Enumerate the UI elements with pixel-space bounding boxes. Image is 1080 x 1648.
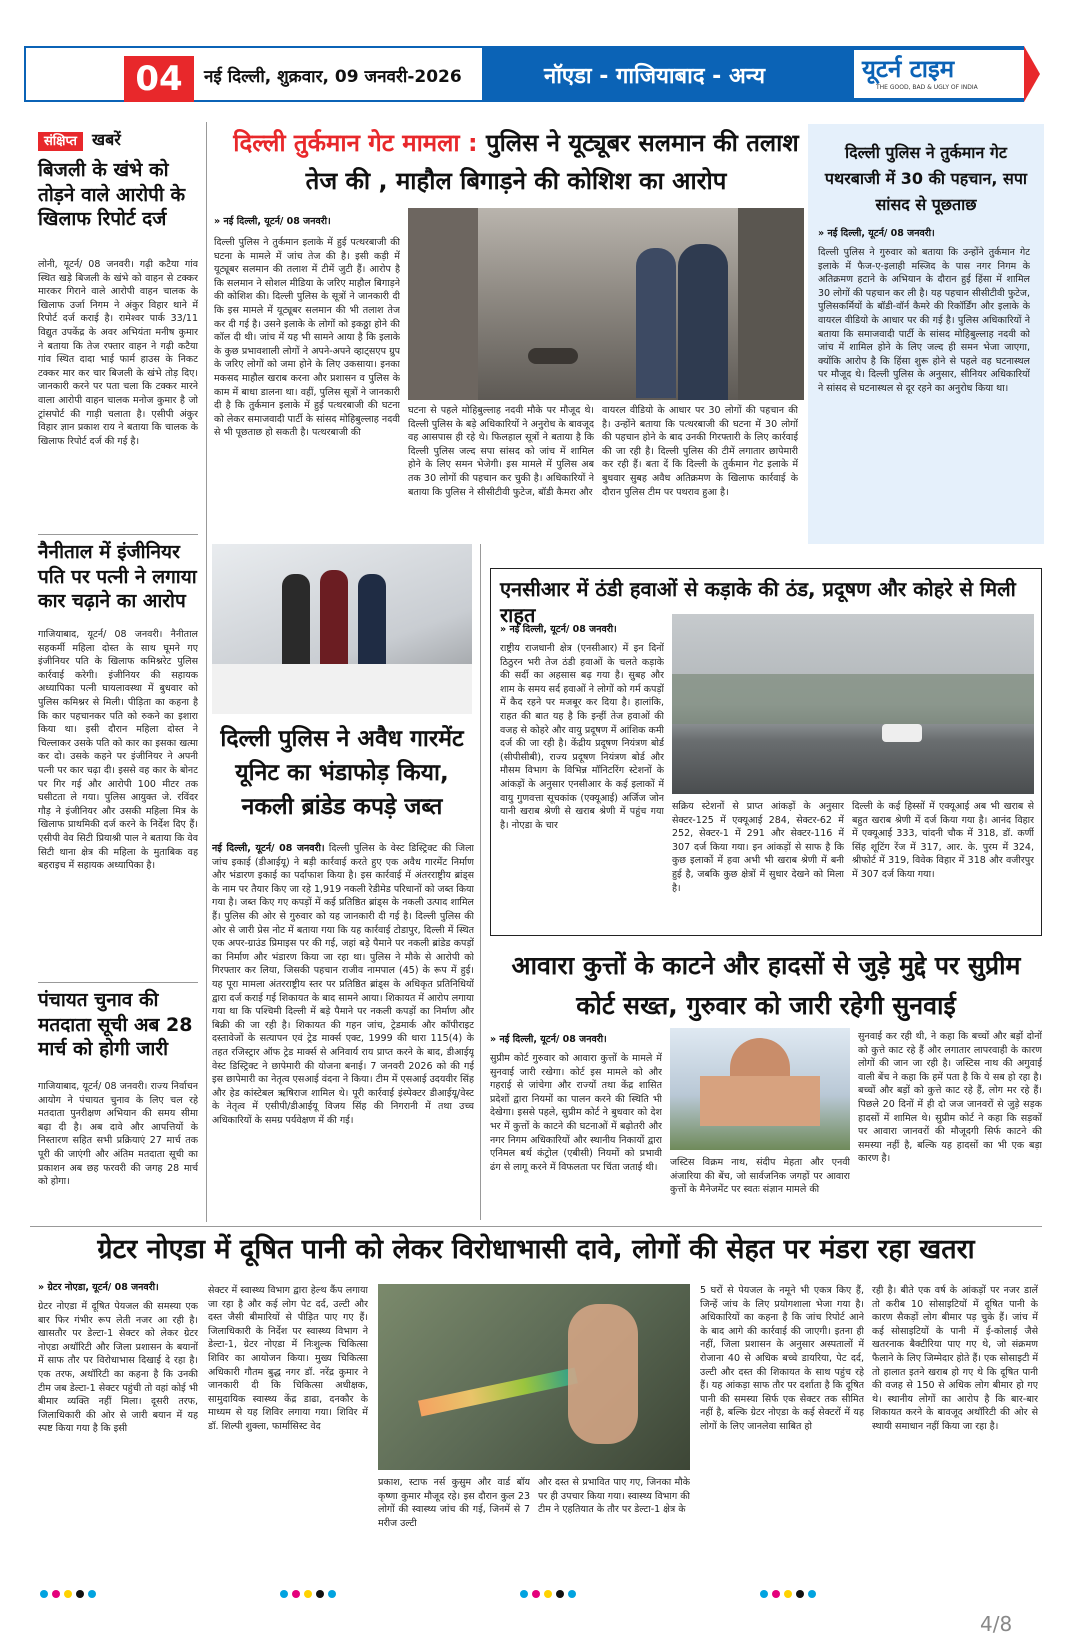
masthead-arrow-icon — [1024, 46, 1040, 102]
lead-photo — [408, 208, 804, 400]
side-byline: » नई दिल्ली, यूटर्न/ 08 जनवरी। — [818, 228, 935, 239]
water-col-5: 5 घरों से पेयजल के नमूने भी एकत्र किए हैं, जिन्हें जांच के लिए प्रयोगशाला भेजा गया है। अधिकारियों का कहना है कि जांच रिपोर्ट आने के बाद आगे की कार्रवाई की जाएगी। इतना ही नहीं, जिला प्रशासन के अनुसार अस्पतालों में रोजाना 40 से अधिक बच्चे डायरिया, पेट दर्द, उल्टी और दस्त की शिकायत के साथ पहुंच रहे हैं। यह आंकड़ा साफ तौर पर दर्शाता है कि दूषित पानी की समस्या सिर्फ एक सेक्टर तक सीमित नहीं है, बल्कि ग्रेटर नोएडा के कई सेक्टरों में यह लोगों के लिए जानलेवा साबित हो — [700, 1285, 864, 1432]
brief-3-body: गाजियाबाद, यूटर्न/ 08 जनवरी। राज्य निर्वाचन आयोग ने पंचायत चुनाव के लिए चल रहे मतदाता पुनरीक्षण अभियान की समय सीमा बढ़ा दी है। अब दावे और आपत्तियों के निस्तारण सहित सभी प्रक्रियाएं 27 मार्च तक पूरी की जाएंगी और अंतिम मतदाता सूची का प्रकाशन अब छह फरवरी की जगह 28 मार्च को होगा। — [38, 1081, 198, 1188]
dogs-byline-text: नई दिल्ली, यूटर्न/ 08 जनवरी। — [499, 1034, 607, 1045]
color-registration-marks — [40, 1590, 96, 1604]
water-col-4: और दस्त से प्रभावित पाए गए, जिनका मौके पर ही उपचार किया गया। स्वास्थ्य विभाग की टीम ने एहतियात के तौर पर डेल्टा-1 क्षेत्र के — [538, 1477, 690, 1516]
side-headline: दिल्ली पुलिस ने तुर्कमान गेट पथरबाजी में 30 की पहचान, सपा सांसद से पूछताछ — [824, 143, 1028, 214]
brief-label-a: संक्षिप्त — [38, 132, 83, 151]
lead-byline-text: नई दिल्ली, यूटर्न/ 08 जनवरी। — [223, 216, 331, 227]
issue-date: नई दिल्ली, शुक्रवार, 09 जनवरी-2026 — [204, 67, 462, 87]
water-col-6: रही है। बीते एक वर्ष के आंकड़ों पर नजर डालें तो करीब 10 सोसाइटियों में दूषित पानी के कारण सैकड़ों लोग बीमार पड़ चुके हैं। जांच में कई सोसाइटियों के पानी में ई-कोलाई जैसे खतरनाक बैक्टीरिया पाए गए थे, जो संक्रमण फैलाने के लिए जिम्मेदार होते हैं। एक सोसाइटी में तो हालात इतने खराब हो गए थे कि दूषित पानी की वजह से 150 से अधिक लोग बीमार हो गए थे। स्थानीय लोगों का आरोप है कि बार-बार शिकायत करने के बावजूद अथॉरिटी की ओर से स्थायी समाधान नहीं किया जा रहा है। — [872, 1285, 1038, 1432]
lead-headline-kicker: दिल्ली तुर्कमान गेट मामला : — [233, 129, 478, 157]
garment-body — [212, 842, 474, 1220]
lead-byline: » नई दिल्ली, यूटर्न/ 08 जनवरी। — [214, 216, 331, 227]
side-byline-text: नई दिल्ली, यूटर्न/ 08 जनवरी। — [827, 228, 935, 239]
dogs-photo — [670, 1028, 850, 1150]
ncr-col-1: राष्ट्रीय राजधानी क्षेत्र (एनसीआर) में इन दिनों ठिठुरन भरी तेज ठंडी हवाओं के चलते कड़ाके की सर्दी का अहसास बढ़ गया है। सुबह और शाम के समय सर्द हवाओं ने लोगों को गर्म कपड़ों में कैद रहने पर मजबूर कर दिया है। हालांकि, राहत की बात यह है कि इन्हीं तेज हवाओं की वजह से कोहरे और वायु प्रदूषण में आंशिक कमी दर्ज की जा रही है। केंद्रीय प्रदूषण नियंत्रण बोर्ड (सीपीसीबी), राज्य प्रदूषण नियंत्रण बोर्ड और मौसम विभाग के विभिन्न मॉनिटरिंग स्टेशनों के आंकड़ों के अनुसार एनसीआर के कई इलाकों में वायु गुणवत्ता सूचकांक (एक्यूआई) अर्जिज जोन यानी खराब श्रेणी से खराब श्रेणी में पहुंच गया है। नोएडा के चार — [500, 643, 664, 831]
lead-col-2: घटना से पहले मोहिबुल्लाह नदवी मौके पर मौजूद थे। दिल्ली पुलिस के बड़े अधिकारियों ने अनुरोध के बावजूद वह आसपास ही रहे थे। फिलहाल सूत्रों ने बताया है कि दिल्ली पुलिस जल्द सपा सांसद को जांच में शामिल होने के लिए समन भेजेगी। इस मामले में पुलिस अब तक 30 लोगों की पहचान कर चुकी है। अधिकारियों ने बताया कि पुलिस ने सीसीटीवी फुटेज, बॉडी कैमरा और — [408, 405, 594, 498]
dogs-headline: आवारा कुत्तों के काटने और हादसों से जुड़े मुद्दे पर सुप्रीम कोर्ट सख्त, गुरुवार को जारी रहेगी सुनवाई — [511, 951, 1021, 1020]
lead-headline — [216, 124, 816, 200]
column-rule — [206, 122, 207, 1222]
brief-2-headline: नैनीताल में इंजीनियर पति पर पत्नी ने लगाया कार चढ़ाने का आरोप — [38, 541, 197, 613]
page-indicator: 4/8 — [980, 1612, 1013, 1636]
dogs-col-3: सुनवाई कर रही थी, ने कहा कि बच्चों और बड़ों दोनों को कुत्ते काट रहे हैं और लगातार लापरवाही के कारण लोगों की जान जा रही है। जस्टिस नाथ की अगुवाई वाली बेंच ने कहा कि हमें पता है कि ये सब हो रहा है। बच्चों और बड़ों को कुत्ते काट रहे हैं, लोग मर रहे हैं। पिछले 20 दिनों में ही दो जज जानवरों से जुड़े सड़क हादसों में शामिल थे। सुप्रीम कोर्ट ने कहा कि सड़कों पर आवारा जानवरों की मौजूदगी सिर्फ काटने की समस्या नहीं है, बल्कि यह हादसों का भी एक बड़ा कारण है। — [858, 1031, 1042, 1165]
brief-2-body: गाजियाबाद, यूटर्न/ 08 जनवरी। नैनीताल सहकर्मी महिला दोस्त के साथ घूमने गए इंजीनियर पति के खिलाफ कमिश्नरेट पुलिस कार्रवाई करेगी। इंजीनियर की सहायक अध्यापिका पत्नी घायलावस्था में बुधवार को पुलिस कमिश्नर से मिली। पीड़िता का कहना है कि कार पहचानकर पति को रुकने का इशारा किया था। इसी दौरान महिला दोस्त ने चिल्लाकर उसके पति को कार का इसका खत्मा कर दो। उसके कहने पर इंजीनियर ने अपनी पत्नी पर कार चढ़ा दी। इससे वह कार के बोनट पर गिर गई और आरोपी 100 मीटर तक घसीटता ले गया। पुलिस आयुक्त जे. रविंदर गौड़ ने इंजीनियर और उसकी महिला मित्र के खिलाफ प्राथमिकी दर्ज करने के निर्देश दिए हैं। एसीपी वेव सिटी प्रियाश्री पाल ने बताया कि वेव सिटी थाना क्षेत्र की महिला के मुताबिक वह बहराइच में सहायक अध्यापिका है। — [38, 629, 198, 872]
lead-col-3: वायरल वीडियो के आधार पर 30 लोगों की पहचान की है। उन्होंने बताया कि पत्थरबाजी की घटना में 30 लोगों की पहचान होने के बाद उनकी गिरफ्तारी के लिए कार्रवाई की जा रही है। दिल्ली पुलिस की टीमें लगातार छापेमारी कर रही हैं। बता दें कि दिल्ली के तुर्कमान गेट इलाके में बुधवार सुबह अवैध अतिक्रमण के खिलाफ कार्रवाई के दौरान पुलिस टीम पर पथराव हुआ है। — [602, 405, 798, 498]
page-number: 04 — [124, 56, 194, 102]
garment-byline: नई दिल्ली, यूटर्न/ 08 जनवरी। — [212, 843, 325, 854]
ncr-photo — [672, 614, 1034, 794]
garment-photo — [212, 544, 472, 714]
water-byline-text: ग्रेटर नोएडा, यूटर्न/ 08 जनवरी। — [47, 1282, 159, 1293]
divider — [38, 534, 198, 535]
color-registration-marks — [520, 1590, 576, 1604]
brief-label — [38, 128, 121, 150]
color-registration-marks — [280, 1590, 336, 1604]
divider — [38, 982, 198, 983]
dogs-col-2: जस्टिस विक्रम नाथ, संदीप मेहता और एनवी अंजारिया की बेंच, जो सार्वजनिक जगहों पर आवारा कुत्तों के मैनेजमेंट पर स्वतः संज्ञान मामले की — [670, 1157, 850, 1196]
color-registration-marks — [760, 1590, 816, 1604]
garment-headline: दिल्ली पुलिस ने अवैध गारमेंट यूनिट का भंडाफोड़ किया, नकली ब्रांडेड कपड़े जब्त — [220, 726, 464, 820]
divider — [30, 1226, 1042, 1227]
section-title: नॉएडा - गाजियाबाद - अन्य — [544, 64, 766, 89]
ncr-col-2: सक्रिय स्टेशनों से प्राप्त आंकड़ों के अनुसार सेक्टर-125 में एक्यूआई 284, सेक्टर-62 में 252, सेक्टर-1 में 291 और सेक्टर-116 में 307 दर्ज किया गया। इन आंकड़ों से साफ है कि कुछ इलाकों में हवा अभी भी खराब श्रेणी में बनी हुई है, जबकि कुछ क्षेत्रों में सुधार देखने को मिला है। — [672, 801, 844, 894]
water-col-3: प्रकाश, स्टाफ नर्स कुसुम और वार्ड बॉय कृष्णा कुमार मौजूद रहे। इस दौरान कुल 23 लोगों की स्वास्थ्य जांच की गई, जिनमें से 7 मरीज उल्टी — [378, 1477, 530, 1529]
logo-text: यूटर्न टाइम — [862, 55, 955, 83]
masthead — [24, 46, 1040, 102]
ncr-byline: » नई दिल्ली, यूटर्न/ 08 जनवरी। — [500, 624, 617, 635]
dogs-byline: » नई दिल्ली, यूटर्न/ 08 जनवरी। — [490, 1034, 607, 1045]
brief-1-body: लोनी, यूटर्न/ 08 जनवरी। गढ़ी कटैया गांव स्थित खड़े बिजली के खंभे को वाहन से टक्कर मारकर गिराने वाले आरोपी वाहन चालक के खिलाफ उर्जा निगम ने अंकुर विहार थाने में रिपोर्ट दर्ज कराई है। रामेश्वर पार्क 33/11 विद्युत उपकेंद्र के अवर अभियंता मनीष कुमार ने बताया कि तेज रफ्तार वाहन ने गढ़ी कटैया गांव स्थित दादा भाई फार्म हाउस के निकट टक्कर मार कर चार बिजली के खंभे तोड़ दिए। जानकारी करने पर पता चला कि टक्कर मारने वाला आरोपी वाहन चालक मनोज कुमार है जो ट्रांसपोर्ट की गाड़ी चलाता है। एसीपी अंकुर विहार ज्ञान प्रकाश राय ने बताया कि चालक के खिलाफ रिपोर्ट दर्ज की गई है। — [38, 259, 198, 447]
lead-headline-main: पुलिस ने यूट्यूबर सलमान की तलाश तेज की , माहौल बिगाड़ने की कोशिश का आरोप — [305, 129, 799, 195]
ncr-byline-text: नई दिल्ली, यूटर्न/ 08 जनवरी। — [509, 624, 617, 635]
water-headline: ग्रेटर नोएडा में दूषित पानी को लेकर विरोधाभासी दावे, लोगों की सेहत पर मंडरा रहा खतरा — [97, 1234, 975, 1265]
lead-col-1: दिल्ली पुलिस ने तुर्कमान इलाके में हुई पत्थरबाजी की घटना के मामले में जांच तेज की है। इसी कड़ी में यूट्यूबर सलमान की तलाश में टीमें जुटी हैं। आरोप है कि सलमान ने सोशल मीडिया के जरिए माहौल बिगाड़ने की कोशिश की। दिल्ली पुलिस के सूत्रों ने जानकारी दी कि इस मामले में यूट्यूबर सलमान की भी तलाश तेज कर दी गई है। उसने इलाके के लोगों को इकठ्ठा होने की कॉल दी थी। जांच में यह भी सामने आया है कि इलाके के कुछ प्रभावशाली लोगों ने अपने-अपने व्हाट्सएप ग्रुप के जरिए लोगों को जमा होने के लिए उकसाया। इनका मकसद माहौल खराब करना और प्रशासन व पुलिस के काम में बाधा डालना था। वहीं, पुलिस सूत्रों ने जानकारी दी है कि तुर्कमान इलाके में हुई पत्थरबाजी की घटना को लेकर समाजवादी पार्टी के सांसद मोहिबुल्लाह नदवी से भी पूछताछ हो सकती है। पत्थरबाजी की — [214, 237, 400, 439]
brief-3-headline: पंचायत चुनाव की मतदाता सूची अब 28 मार्च को होगी जारी — [38, 989, 193, 1061]
newspaper-logo — [854, 50, 1024, 98]
dogs-col-1: सुप्रीम कोर्ट गुरुवार को आवारा कुत्तों के मामले में सुनवाई जारी रखेगा। कोर्ट इस मामले को और गहराई से जांचेगा और राज्यों तथा केंद्र शासित प्रदेशों द्वारा नियमों का पालन करने की स्थिति भी देखेगा। इससे पहले, सुप्रीम कोर्ट ने बुधवार को देश भर में कुत्तों के काटने की घटनाओं में बढ़ोतरी और नगर निगम अधिकारियों और स्थानीय निकायों द्वारा एनिमल बर्थ कंट्रोल (एबीसी) नियमों को प्रभावी ढंग से लागू करने में विफलता पर चिंता जताई थी। — [490, 1053, 662, 1173]
side-body: दिल्ली पुलिस ने गुरुवार को बताया कि उन्होंने तुर्कमान गेट इलाके में फैज-ए-इलाही मस्जिद के पास नगर निगम के अतिक्रमण हटाने के अभियान के दौरान हुई हिंसा में शामिल 30 लोगों की पहचान कर ली है। यह पहचान सीसीटीवी फुटेज, पुलिसकर्मियों के बॉडी-वॉर्न कैमरे की रिकॉर्डिंग और इलाके के वायरल वीडियो के आधार पर की गई है। पुलिस अधिकारियों ने बताया कि समाजवादी पार्टी के सांसद मोहिबुल्लाह नदवी को जांच में शामिल होने के लिए जल्द ही समन भेजा जाएगा, क्योंकि आरोप है कि हिंसा शुरू होने से पहले वह घटनास्थल पर मौजूद थे। दिल्ली पुलिस के अनुसार, सीनियर अधिकारियों ने सांसद से घटनास्थल से दूर रहने का अनुरोध किया था। — [818, 247, 1030, 394]
water-col-1: ग्रेटर नोएडा में दूषित पेयजल की समस्या एक बार फिर गंभीर रूप लेती नजर आ रही है। खासतौर पर डेल्टा-1 सेक्टर को लेकर ग्रेटर नोएडा अथॉरिटी और जिला प्रशासन के बयानों में साफ तौर पर विरोधाभास दिखाई दे रहा है। एक तरफ, अथॉरिटी का कहना है कि उनकी टीम जब डेल्टा-1 सेक्टर पहुंची तो वहां कोई भी बीमार व्यक्ति नहीं मिला। दूसरी तरफ, जिलाधिकारी की ओर से जारी बयान में यह स्पष्ट किया गया है कि इसी — [38, 1301, 198, 1435]
ncr-col-3: दिल्ली के कई हिस्सों में एक्यूआई अब भी खराब से बहुत खराब श्रेणी में दर्ज किया गया है। आनंद विहार में एक्यूआई 333, चांदनी चौक में 318, डॉ. कर्णी सिंह शूटिंग रेंज में 317, आर. के. पुरम में 324, श्रीफोर्ट में 319, विवेक विहार में 318 और वजीरपुर में 307 दर्ज किया गया। — [852, 801, 1034, 880]
brief-1-headline: बिजली के खंभे को तोड़ने वाले आरोपी के खिलाफ रिपोर्ट दर्ज — [38, 159, 186, 231]
logo-tagline: THE GOOD, BAD & UGLY OF INDIA — [876, 84, 978, 91]
brief-label-b: खबरें — [91, 130, 121, 149]
water-col-2: सेक्टर में स्वास्थ्य विभाग द्वारा हेल्थ कैंप लगाया जा रहा है और कई लोग पेट दर्द, उल्टी और दस्त जैसी बीमारियों से पीड़ित पाए गए हैं। जिलाधिकारी के निर्देश पर स्वास्थ्य विभाग ने डेल्टा-1, ग्रेटर नोएडा में निःशुल्क चिकित्सा शिविर का आयोजन किया। मुख्य चिकित्सा अधिकारी गौतम बुद्ध नगर डॉ. नरेंद्र कुमार ने जानकारी दी कि चिकित्सा अधीक्षक, सामुदायिक स्वास्थ्य केंद्र डाढा, दनकौर के माध्यम से यह शिविर लगाया गया। शिविर में डॉ. शिल्पी शुक्ला, फार्मासिस्ट वेद — [208, 1285, 368, 1432]
garment-body-text: दिल्ली पुलिस के वेस्ट डिस्ट्रिक्ट की जिला जांच इकाई (डीआईयू) ने बड़ी कार्रवाई करते हुए एक अवैध गारमेंट निर्माण और भंडारण इकाई का पर्दाफाश किया है। इस कार्रवाई में अंतरराष्ट्रीय ब्रांड्स के नाम पर तैयार किए जा रहे 1,919 नकली रेडीमेड परिधानों को जब्त किया गया है। जब्त किए गए कपड़ों में कई प्रतिष्ठित ब्रांड्स के नकली उत्पाद शामिल हैं। पुलिस की ओर से गुरुवार को यह जानकारी दी गई है। दिल्ली पुलिस की ओर से जारी प्रेस नोट में बताया गया कि यह कार्रवाई टोडापुर, दिल्ली में स्थित एक अपर-ग्राउंड प्रिमाइस पर की गई, जहां बड़े पैमाने पर नकली ब्रांडेड कपड़ों का निर्माण और भंडारण किया जा रहा था। पुलिस ने मौके से आरोपी को गिरफ्तार कर लिया, जिसकी पहचान राजीव नामपाल (45) के रूप में हुई। यह पूरा मामला अंतरराष्ट्रीय स्तर पर प्रतिष्ठित ब्रांड्स के अधिकृत प्रतिनिधियों द्वारा दर्ज कराई गई शिकायत के बाद सामने आया। शिकायत में आरोप लगाया गया था कि पश्चिमी दिल्ली में बड़े पैमाने पर नकली कपड़ों का निर्माण और बिक्री की जा रही है। शिकायत की गहन जांच, ट्रेडमार्क और कॉपीराइट दस्तावेजों के सत्यापन एवं ट्रेड मार्क्स एक्ट, 1999 की धारा 115(4) के तहत रजिस्ट्रार ऑफ ट्रेड मार्क्स से अनिवार्य राय प्राप्त करने के बाद, डीआईयू वेस्ट डिस्ट्रिक्ट ने छापेमारी की योजना बनाई। 7 जनवरी 2026 को की गई इस छापेमारी का नेतृत्व एसआई वंदना ने किया। टीम में एसआई उदयवीर सिंह और हेड कांस्टेबल ऋषिराज शामिल थे। पूरी कार्रवाई इंस्पेक्टर डीआईयू/वेस्ट के नेतृत्व में एसीपी/डीआईयू विजय सिंह की निगरानी में तथा उच्च अधिकारियों के समग्र पर्यवेक्षण में की गई। — [212, 843, 474, 1126]
ncr-headline: एनसीआर में ठंडी हवाओं से कड़ाके की ठंड, प्रदूषण और कोहरे से मिली राहत — [500, 577, 1016, 627]
water-photo — [378, 1284, 690, 1470]
column-rule — [480, 544, 481, 1220]
water-byline: » ग्रेटर नोएडा, यूटर्न/ 08 जनवरी। — [38, 1282, 159, 1293]
